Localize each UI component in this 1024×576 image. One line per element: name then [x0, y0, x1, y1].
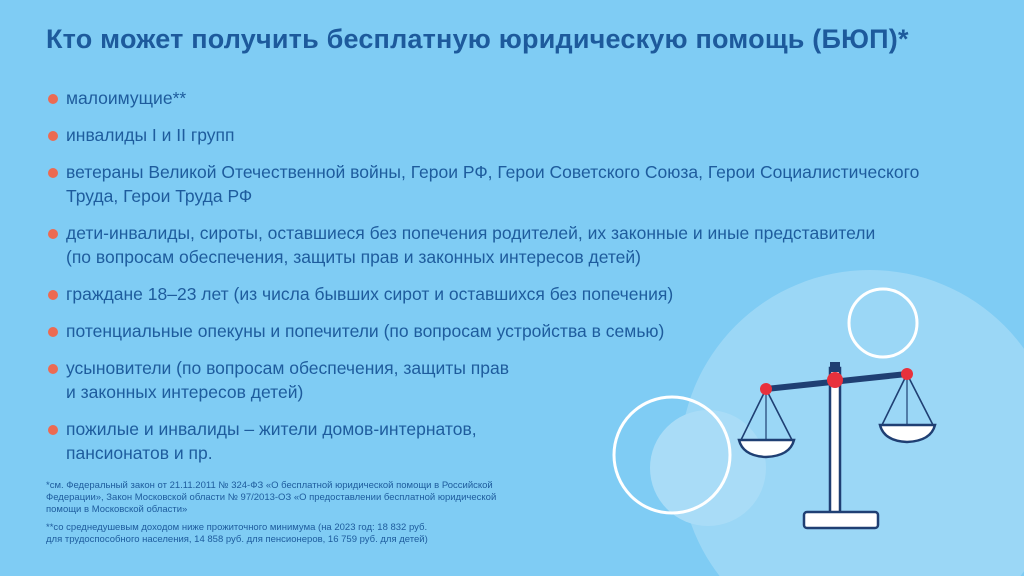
list-item — [48, 123, 968, 147]
list-item-text: и законных интересов детей) — [66, 382, 304, 402]
list-item — [48, 319, 968, 343]
bullet-dot — [48, 290, 58, 300]
bullet-dot — [48, 168, 58, 178]
footnote-line: для трудоспособного населения, 14 858 руб. для пенсионеров, 16 759 руб. для детей) — [46, 534, 428, 545]
bullet-dot — [48, 327, 58, 337]
footnote-line: помощи в Московской области» — [46, 504, 188, 515]
list-item — [48, 282, 968, 306]
list-item — [48, 417, 968, 465]
list-item-text: усыновители (по вопросам обеспечения, защиты прав — [66, 358, 510, 378]
footnote-line: **со среднедушевым доходом ниже прожиточного минимума (на 2023 год: 18 832 руб. — [46, 522, 428, 533]
footnote-line: *см. Федеральный закон от 21.11.2011 № 324-ФЗ «О бесплатной юридической помощи в Российской — [46, 480, 493, 491]
page-title: Кто может получить бесплатную юридическую помощь (БЮП)* — [46, 24, 909, 54]
list-item — [48, 356, 968, 404]
list-item-text: потенциальные опекуны и попечители (по вопросам устройства в семью) — [66, 321, 665, 341]
list-item-text: граждане 18–23 лет (из числа бывших сирот и оставшихся без попечения) — [66, 284, 674, 304]
list-item — [48, 160, 968, 208]
list-item-text: малоимущие** — [66, 88, 187, 108]
bullet-dot — [48, 229, 58, 239]
list-item-text: (по вопросам обеспечения, защиты прав и законных интересов детей) — [66, 247, 642, 267]
eligibility-list — [48, 86, 968, 478]
footnote-income-threshold — [46, 522, 606, 546]
list-item-text: пожилые и инвалиды – жители домов-интернатов, — [66, 419, 477, 439]
list-item-text: ветераны Великой Отечественной войны, Герои РФ, Герои Советского Союза, Герои Социалистического — [66, 162, 920, 182]
bullet-dot — [48, 94, 58, 104]
list-item-text: дети-инвалиды, сироты, оставшиеся без попечения родителей, их законные и иные представители — [66, 223, 876, 243]
list-item-text: пансионатов и пр. — [66, 443, 213, 463]
bullet-dot — [48, 364, 58, 374]
footnote-law-reference — [46, 480, 606, 516]
bullet-dot — [48, 131, 58, 141]
footnote-line: Федерации», Закон Московской области № 97/2013-ОЗ «О предоставлении бесплатной юридической — [46, 492, 497, 503]
list-item-text: Труда, Герои Труда РФ — [66, 186, 253, 206]
list-item — [48, 86, 968, 110]
list-item — [48, 221, 968, 269]
list-item-text: инвалиды I и II групп — [66, 125, 235, 145]
bullet-dot — [48, 425, 58, 435]
